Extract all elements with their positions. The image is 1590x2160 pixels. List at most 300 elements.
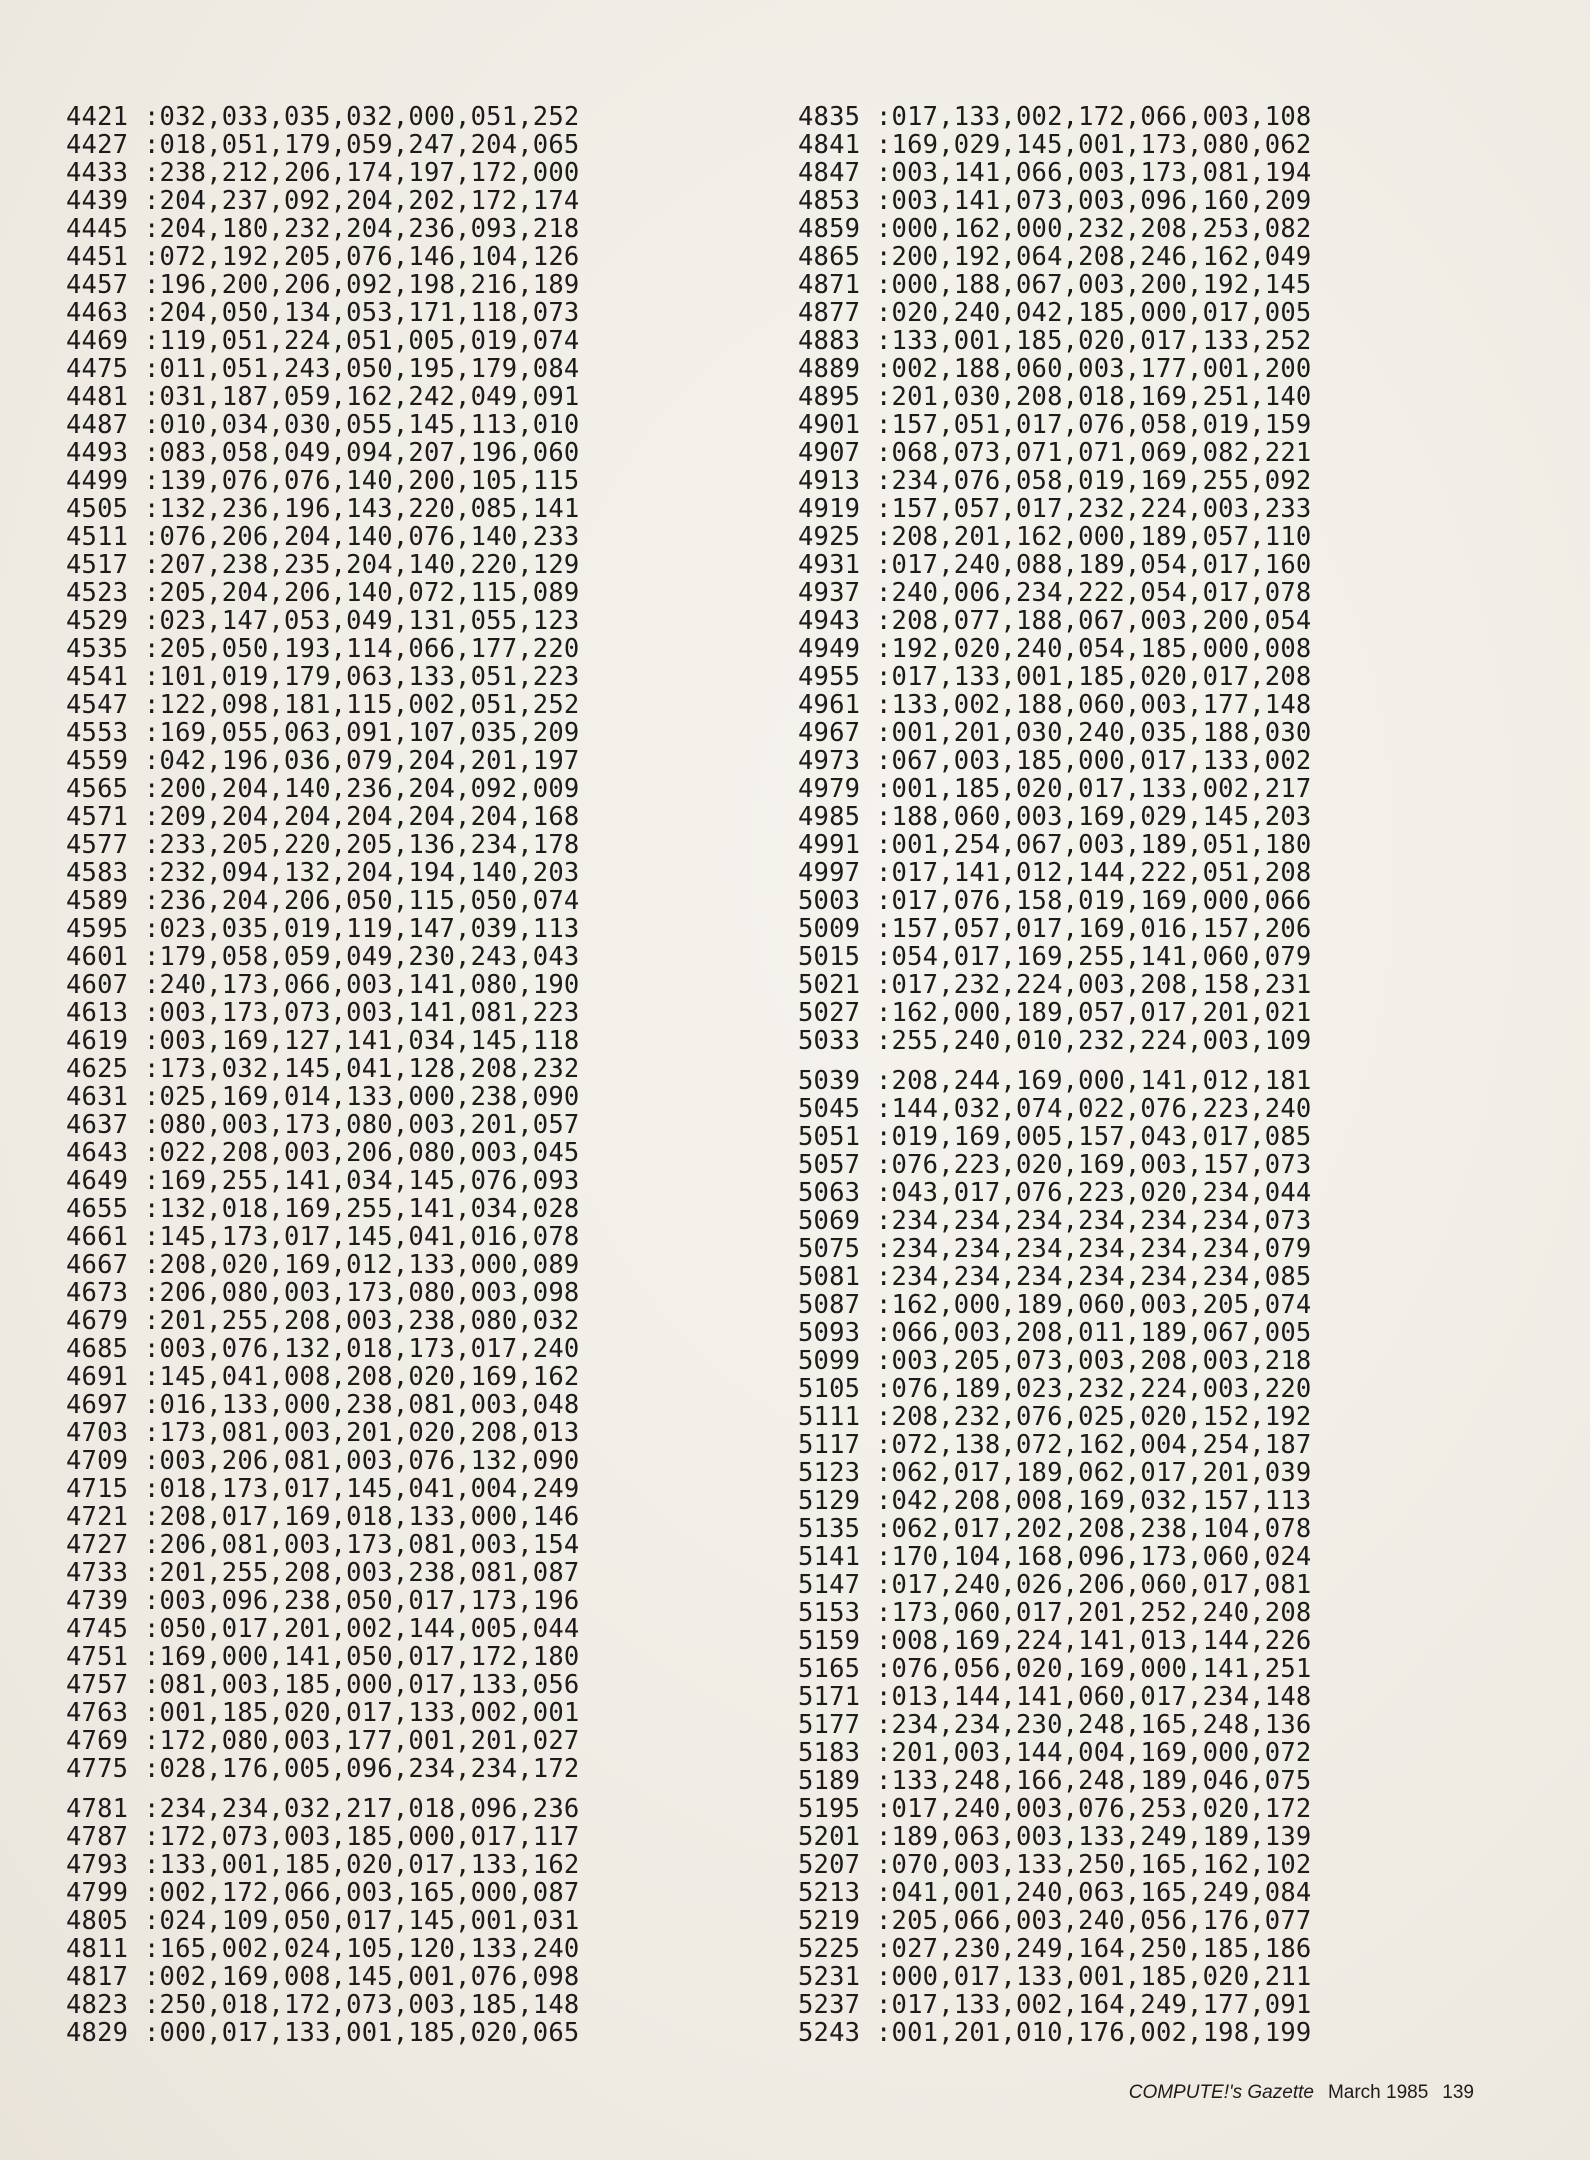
line-data: :196,200,206,092,198,216,189 bbox=[144, 270, 580, 300]
listing-line bbox=[798, 411, 1456, 439]
line-data: :206,080,003,173,080,003,098 bbox=[144, 1278, 580, 1308]
line-data: :205,050,193,114,066,177,220 bbox=[144, 634, 580, 664]
line-data: :043,017,076,223,020,234,044 bbox=[876, 1178, 1312, 1208]
line-number: 4595 bbox=[66, 914, 129, 944]
listing-line bbox=[66, 1251, 724, 1279]
listing-line bbox=[798, 131, 1456, 159]
line-data: :042,196,036,079,204,201,197 bbox=[144, 746, 580, 776]
line-number: 5219 bbox=[798, 1906, 861, 1936]
listing-line bbox=[66, 859, 724, 887]
listing-line bbox=[798, 971, 1456, 999]
line-number: 4781 bbox=[66, 1794, 129, 1824]
line-data: :041,001,240,063,165,249,084 bbox=[876, 1878, 1312, 1908]
listing-line bbox=[66, 1111, 724, 1139]
line-data: :017,232,224,003,208,158,231 bbox=[876, 970, 1312, 1000]
line-number: 4859 bbox=[798, 214, 861, 244]
line-data: :003,169,127,141,034,145,118 bbox=[144, 1026, 580, 1056]
line-data: :017,076,158,019,169,000,066 bbox=[876, 886, 1312, 916]
listing-line bbox=[798, 1711, 1456, 1739]
line-data: :234,234,032,217,018,096,236 bbox=[144, 1794, 580, 1824]
line-data: :204,050,134,053,171,118,073 bbox=[144, 298, 580, 328]
line-number: 4727 bbox=[66, 1530, 129, 1560]
listing-line bbox=[798, 1739, 1456, 1767]
line-number: 4601 bbox=[66, 942, 129, 972]
line-number: 4565 bbox=[66, 774, 129, 804]
listing-line bbox=[798, 271, 1456, 299]
line-data: :076,206,204,140,076,140,233 bbox=[144, 522, 580, 552]
listing-line bbox=[66, 1195, 724, 1223]
listing-line bbox=[66, 1223, 724, 1251]
line-data: :169,255,141,034,145,076,093 bbox=[144, 1166, 580, 1196]
line-number: 5201 bbox=[798, 1822, 861, 1852]
listing-line bbox=[798, 1207, 1456, 1235]
line-number: 5153 bbox=[798, 1598, 861, 1628]
listing-line bbox=[66, 355, 724, 383]
line-number: 5195 bbox=[798, 1794, 861, 1824]
line-number: 4529 bbox=[66, 606, 129, 636]
listing-line bbox=[66, 1307, 724, 1335]
line-data: :250,018,172,073,003,185,148 bbox=[144, 1990, 580, 2020]
line-number: 4907 bbox=[798, 438, 861, 468]
listing-line bbox=[798, 1095, 1456, 1123]
line-number: 4667 bbox=[66, 1250, 129, 1280]
listing-line bbox=[798, 1683, 1456, 1711]
line-data: :208,077,188,067,003,200,054 bbox=[876, 606, 1312, 636]
line-number: 4877 bbox=[798, 298, 861, 328]
line-number: 4967 bbox=[798, 718, 861, 748]
line-data: :208,017,169,018,133,000,146 bbox=[144, 1502, 580, 1532]
listing-line bbox=[798, 1599, 1456, 1627]
listing-line bbox=[66, 243, 724, 271]
line-data: :031,187,059,162,242,049,091 bbox=[144, 382, 580, 412]
listing-line bbox=[66, 1391, 724, 1419]
listing-line bbox=[66, 383, 724, 411]
line-data: :000,188,067,003,200,192,145 bbox=[876, 270, 1312, 300]
line-number: 4709 bbox=[66, 1446, 129, 1476]
line-data: :013,144,141,060,017,234,148 bbox=[876, 1682, 1312, 1712]
line-number: 4817 bbox=[66, 1962, 129, 1992]
listing-line bbox=[66, 635, 724, 663]
line-number: 4643 bbox=[66, 1138, 129, 1168]
line-data: :003,206,081,003,076,132,090 bbox=[144, 1446, 580, 1476]
line-data: :188,060,003,169,029,145,203 bbox=[876, 802, 1312, 832]
listing-line bbox=[66, 439, 724, 467]
line-data: :165,002,024,105,120,133,240 bbox=[144, 1934, 580, 1964]
line-number: 4973 bbox=[798, 746, 861, 776]
listing-line bbox=[798, 915, 1456, 943]
line-data: :002,188,060,003,177,001,200 bbox=[876, 354, 1312, 384]
line-number: 5177 bbox=[798, 1710, 861, 1740]
line-data: :209,204,204,204,204,204,168 bbox=[144, 802, 580, 832]
listing-line bbox=[798, 1403, 1456, 1431]
listing-line bbox=[798, 1151, 1456, 1179]
line-data: :076,189,023,232,224,003,220 bbox=[876, 1374, 1312, 1404]
listing-line bbox=[798, 551, 1456, 579]
line-number: 4445 bbox=[66, 214, 129, 244]
line-data: :255,240,010,232,224,003,109 bbox=[876, 1026, 1312, 1056]
line-data: :008,169,224,141,013,144,226 bbox=[876, 1626, 1312, 1656]
line-number: 5051 bbox=[798, 1122, 861, 1152]
line-number: 4571 bbox=[66, 802, 129, 832]
line-number: 4733 bbox=[66, 1558, 129, 1588]
line-data: :169,055,063,091,107,035,209 bbox=[144, 718, 580, 748]
listing-line bbox=[66, 1139, 724, 1167]
line-data: :016,133,000,238,081,003,048 bbox=[144, 1390, 580, 1420]
line-data: :003,141,073,003,096,160,209 bbox=[876, 186, 1312, 216]
line-number: 4655 bbox=[66, 1194, 129, 1224]
line-number: 4463 bbox=[66, 298, 129, 328]
page-footer bbox=[1129, 2082, 1474, 2104]
line-number: 5015 bbox=[798, 942, 861, 972]
listing-line bbox=[798, 103, 1456, 131]
line-number: 5147 bbox=[798, 1570, 861, 1600]
line-data: :001,185,020,017,133,002,001 bbox=[144, 1698, 580, 1728]
line-number: 4625 bbox=[66, 1054, 129, 1084]
line-data: :234,234,234,234,234,234,079 bbox=[876, 1234, 1312, 1264]
listing-line bbox=[66, 215, 724, 243]
line-data: :238,212,206,174,197,172,000 bbox=[144, 158, 580, 188]
line-data: :076,223,020,169,003,157,073 bbox=[876, 1150, 1312, 1180]
line-number: 4589 bbox=[66, 886, 129, 916]
line-data: :162,000,189,057,017,201,021 bbox=[876, 998, 1312, 1028]
listing-line bbox=[66, 943, 724, 971]
listing-line bbox=[798, 1487, 1456, 1515]
listing-line bbox=[798, 327, 1456, 355]
line-number: 4865 bbox=[798, 242, 861, 272]
line-number: 4931 bbox=[798, 550, 861, 580]
line-data: :144,032,074,022,076,223,240 bbox=[876, 1094, 1312, 1124]
listing-line bbox=[798, 2019, 1456, 2047]
line-data: :172,073,003,185,000,017,117 bbox=[144, 1822, 580, 1852]
listing-line bbox=[798, 719, 1456, 747]
listing-line bbox=[66, 915, 724, 943]
line-data: :017,133,002,172,066,003,108 bbox=[876, 102, 1312, 132]
line-number: 4691 bbox=[66, 1362, 129, 1392]
listing-line bbox=[66, 1279, 724, 1307]
line-number: 4799 bbox=[66, 1878, 129, 1908]
line-number: 4823 bbox=[66, 1990, 129, 2020]
listing-line bbox=[798, 1515, 1456, 1543]
listing-block bbox=[66, 1795, 724, 2047]
line-data: :000,017,133,001,185,020,211 bbox=[876, 1962, 1312, 1992]
line-number: 5069 bbox=[798, 1206, 861, 1236]
listing-line bbox=[66, 1907, 724, 1935]
line-data: :234,234,230,248,165,248,136 bbox=[876, 1710, 1312, 1740]
line-data: :101,019,179,063,133,051,223 bbox=[144, 662, 580, 692]
listing-line bbox=[798, 1027, 1456, 1055]
line-data: :066,003,208,011,189,067,005 bbox=[876, 1318, 1312, 1348]
line-data: :072,192,205,076,146,104,126 bbox=[144, 242, 580, 272]
line-data: :001,201,010,176,002,198,199 bbox=[876, 2018, 1312, 2048]
line-number: 4991 bbox=[798, 830, 861, 860]
line-number: 4631 bbox=[66, 1082, 129, 1112]
listing-line bbox=[66, 1363, 724, 1391]
listing-line bbox=[66, 495, 724, 523]
line-number: 5063 bbox=[798, 1178, 861, 1208]
listing-line bbox=[798, 1543, 1456, 1571]
listing-line bbox=[798, 747, 1456, 775]
line-data: :001,254,067,003,189,051,180 bbox=[876, 830, 1312, 860]
listing-line bbox=[798, 887, 1456, 915]
line-number: 4979 bbox=[798, 774, 861, 804]
listing-line bbox=[66, 1963, 724, 1991]
listing-line bbox=[66, 1587, 724, 1615]
listing-line bbox=[66, 131, 724, 159]
line-number: 5021 bbox=[798, 970, 861, 1000]
line-number: 5099 bbox=[798, 1346, 861, 1376]
line-number: 4751 bbox=[66, 1642, 129, 1672]
line-data: :139,076,076,140,200,105,115 bbox=[144, 466, 580, 496]
line-number: 4499 bbox=[66, 466, 129, 496]
line-data: :206,081,003,173,081,003,154 bbox=[144, 1530, 580, 1560]
line-data: :076,056,020,169,000,141,251 bbox=[876, 1654, 1312, 1684]
line-data: :011,051,243,050,195,179,084 bbox=[144, 354, 580, 384]
listing-line bbox=[66, 467, 724, 495]
line-number: 5123 bbox=[798, 1458, 861, 1488]
listing-line bbox=[66, 1167, 724, 1195]
line-number: 4517 bbox=[66, 550, 129, 580]
listing-line bbox=[798, 523, 1456, 551]
listing-line bbox=[798, 467, 1456, 495]
line-number: 4547 bbox=[66, 690, 129, 720]
listing-line bbox=[66, 1699, 724, 1727]
listing-line bbox=[798, 635, 1456, 663]
listing-line bbox=[798, 663, 1456, 691]
line-data: :019,169,005,157,043,017,085 bbox=[876, 1122, 1312, 1152]
line-data: :122,098,181,115,002,051,252 bbox=[144, 690, 580, 720]
line-data: :169,000,141,050,017,172,180 bbox=[144, 1642, 580, 1672]
line-data: :001,185,020,017,133,002,217 bbox=[876, 774, 1312, 804]
listing-line bbox=[798, 1655, 1456, 1683]
listing-line bbox=[66, 271, 724, 299]
line-data: :200,204,140,236,204,092,009 bbox=[144, 774, 580, 804]
line-data: :205,066,003,240,056,176,077 bbox=[876, 1906, 1312, 1936]
line-data: :025,169,014,133,000,238,090 bbox=[144, 1082, 580, 1112]
line-number: 4685 bbox=[66, 1334, 129, 1364]
listing-line bbox=[798, 1263, 1456, 1291]
listing-line bbox=[798, 803, 1456, 831]
line-number: 5117 bbox=[798, 1430, 861, 1460]
line-data: :032,033,035,032,000,051,252 bbox=[144, 102, 580, 132]
line-data: :234,234,234,234,234,234,073 bbox=[876, 1206, 1312, 1236]
line-data: :002,169,008,145,001,076,098 bbox=[144, 1962, 580, 1992]
listing-line bbox=[798, 1879, 1456, 1907]
listing-line bbox=[66, 1559, 724, 1587]
line-number: 5171 bbox=[798, 1682, 861, 1712]
line-data: :003,173,073,003,141,081,223 bbox=[144, 998, 580, 1028]
line-number: 4493 bbox=[66, 438, 129, 468]
line-number: 4583 bbox=[66, 858, 129, 888]
line-number: 4523 bbox=[66, 578, 129, 608]
line-number: 4553 bbox=[66, 718, 129, 748]
listing-line bbox=[798, 999, 1456, 1027]
line-data: :133,002,188,060,003,177,148 bbox=[876, 690, 1312, 720]
line-data: :179,058,059,049,230,243,043 bbox=[144, 942, 580, 972]
line-data: :062,017,189,062,017,201,039 bbox=[876, 1458, 1312, 1488]
listing-line bbox=[66, 1795, 724, 1823]
line-data: :083,058,049,094,207,196,060 bbox=[144, 438, 580, 468]
listing-block bbox=[66, 103, 724, 1783]
line-data: :119,051,224,051,005,019,074 bbox=[144, 326, 580, 356]
line-data: :017,240,026,206,060,017,081 bbox=[876, 1570, 1312, 1600]
line-data: :072,138,072,162,004,254,187 bbox=[876, 1430, 1312, 1460]
line-data: :068,073,071,071,069,082,221 bbox=[876, 438, 1312, 468]
line-data: :003,141,066,003,173,081,194 bbox=[876, 158, 1312, 188]
line-data: :208,201,162,000,189,057,110 bbox=[876, 522, 1312, 552]
line-number: 4769 bbox=[66, 1726, 129, 1756]
line-number: 4901 bbox=[798, 410, 861, 440]
listing-line bbox=[66, 103, 724, 131]
listing-line bbox=[798, 1935, 1456, 1963]
line-data: :020,240,042,185,000,017,005 bbox=[876, 298, 1312, 328]
listing-line bbox=[798, 159, 1456, 187]
line-number: 4679 bbox=[66, 1306, 129, 1336]
line-data: :003,076,132,018,173,017,240 bbox=[144, 1334, 580, 1364]
listing-line bbox=[798, 691, 1456, 719]
line-number: 5165 bbox=[798, 1654, 861, 1684]
line-number: 4985 bbox=[798, 802, 861, 832]
line-number: 5231 bbox=[798, 1962, 861, 1992]
listing-line bbox=[66, 887, 724, 915]
line-number: 5159 bbox=[798, 1626, 861, 1656]
line-data: :000,162,000,232,208,253,082 bbox=[876, 214, 1312, 244]
listing-line bbox=[798, 1795, 1456, 1823]
line-number: 5225 bbox=[798, 1934, 861, 1964]
line-number: 4433 bbox=[66, 158, 129, 188]
listing-line bbox=[798, 383, 1456, 411]
listing-line bbox=[66, 663, 724, 691]
line-data: :201,030,208,018,169,251,140 bbox=[876, 382, 1312, 412]
line-number: 4607 bbox=[66, 970, 129, 1000]
listing-line bbox=[798, 215, 1456, 243]
listing-line bbox=[798, 299, 1456, 327]
line-number: 5237 bbox=[798, 1990, 861, 2020]
line-data: :201,255,208,003,238,080,032 bbox=[144, 1306, 580, 1336]
line-number: 5207 bbox=[798, 1850, 861, 1880]
listing-line bbox=[66, 1531, 724, 1559]
line-data: :200,192,064,208,246,162,049 bbox=[876, 242, 1312, 272]
listing-line bbox=[798, 243, 1456, 271]
line-number: 5111 bbox=[798, 1402, 861, 1432]
line-number: 4955 bbox=[798, 662, 861, 692]
line-number: 4919 bbox=[798, 494, 861, 524]
line-data: :173,032,145,041,128,208,232 bbox=[144, 1054, 580, 1084]
listing-line bbox=[798, 775, 1456, 803]
line-data: :157,057,017,232,224,003,233 bbox=[876, 494, 1312, 524]
listing-line bbox=[66, 1055, 724, 1083]
line-data: :054,017,169,255,141,060,079 bbox=[876, 942, 1312, 972]
line-number: 4853 bbox=[798, 186, 861, 216]
line-data: :002,172,066,003,165,000,087 bbox=[144, 1878, 580, 1908]
listing-line bbox=[798, 1851, 1456, 1879]
line-number: 4619 bbox=[66, 1026, 129, 1056]
line-data: :162,000,189,060,003,205,074 bbox=[876, 1290, 1312, 1320]
line-number: 5129 bbox=[798, 1486, 861, 1516]
listing-line bbox=[66, 775, 724, 803]
listing-line bbox=[798, 943, 1456, 971]
line-number: 4889 bbox=[798, 354, 861, 384]
line-number: 4535 bbox=[66, 634, 129, 664]
line-data: :081,003,185,000,017,133,056 bbox=[144, 1670, 580, 1700]
listing-line bbox=[798, 439, 1456, 467]
listing-line bbox=[66, 1991, 724, 2019]
line-number: 4703 bbox=[66, 1418, 129, 1448]
listing-line bbox=[66, 299, 724, 327]
line-number: 5027 bbox=[798, 998, 861, 1028]
line-data: :028,176,005,096,234,234,172 bbox=[144, 1754, 580, 1784]
line-data: :133,001,185,020,017,133,252 bbox=[876, 326, 1312, 356]
listing-line bbox=[798, 1571, 1456, 1599]
listing-line bbox=[66, 327, 724, 355]
page-number: 139 bbox=[1442, 2082, 1474, 2103]
line-data: :017,141,012,144,222,051,208 bbox=[876, 858, 1312, 888]
line-number: 4511 bbox=[66, 522, 129, 552]
line-number: 4883 bbox=[798, 326, 861, 356]
listing-line bbox=[798, 1459, 1456, 1487]
line-data: :027,230,249,164,250,185,186 bbox=[876, 1934, 1312, 1964]
line-data: :232,094,132,204,194,140,203 bbox=[144, 858, 580, 888]
line-number: 4457 bbox=[66, 270, 129, 300]
listing-block bbox=[798, 103, 1456, 1055]
listing-line bbox=[798, 1347, 1456, 1375]
listing-line bbox=[66, 411, 724, 439]
listing-line bbox=[66, 2019, 724, 2047]
listing-line bbox=[66, 719, 724, 747]
line-number: 5189 bbox=[798, 1766, 861, 1796]
line-data: :172,080,003,177,001,201,027 bbox=[144, 1726, 580, 1756]
listing-line bbox=[66, 551, 724, 579]
line-data: :050,017,201,002,144,005,044 bbox=[144, 1614, 580, 1644]
line-data: :201,003,144,004,169,000,072 bbox=[876, 1738, 1312, 1768]
line-number: 4661 bbox=[66, 1222, 129, 1252]
line-data: :062,017,202,208,238,104,078 bbox=[876, 1514, 1312, 1544]
listing-line bbox=[798, 1991, 1456, 2019]
issue-date: March 1985 bbox=[1327, 2082, 1429, 2103]
listing-line bbox=[66, 1823, 724, 1851]
line-data: :208,020,169,012,133,000,089 bbox=[144, 1250, 580, 1280]
line-number: 5135 bbox=[798, 1514, 861, 1544]
line-number: 4613 bbox=[66, 998, 129, 1028]
line-number: 4871 bbox=[798, 270, 861, 300]
listing-line bbox=[66, 1503, 724, 1531]
line-number: 4841 bbox=[798, 130, 861, 160]
line-data: :132,018,169,255,141,034,028 bbox=[144, 1194, 580, 1224]
listing-line bbox=[66, 999, 724, 1027]
listing-line bbox=[798, 495, 1456, 523]
line-data: :010,034,030,055,145,113,010 bbox=[144, 410, 580, 440]
line-data: :189,063,003,133,249,189,139 bbox=[876, 1822, 1312, 1852]
line-number: 5213 bbox=[798, 1878, 861, 1908]
line-data: :080,003,173,080,003,201,057 bbox=[144, 1110, 580, 1140]
line-number: 4835 bbox=[798, 102, 861, 132]
listing-line bbox=[66, 747, 724, 775]
listing-line bbox=[66, 1083, 724, 1111]
line-number: 4739 bbox=[66, 1586, 129, 1616]
listing-line bbox=[798, 1767, 1456, 1795]
line-data: :205,204,206,140,072,115,089 bbox=[144, 578, 580, 608]
listing-line bbox=[66, 691, 724, 719]
line-data: :023,035,019,119,147,039,113 bbox=[144, 914, 580, 944]
line-number: 4925 bbox=[798, 522, 861, 552]
line-data: :145,173,017,145,041,016,078 bbox=[144, 1222, 580, 1252]
line-number: 4943 bbox=[798, 606, 861, 636]
line-data: :192,020,240,054,185,000,008 bbox=[876, 634, 1312, 664]
listing-line bbox=[798, 1431, 1456, 1459]
listing-column-left bbox=[66, 103, 724, 2047]
line-data: :173,081,003,201,020,208,013 bbox=[144, 1418, 580, 1448]
line-number: 4949 bbox=[798, 634, 861, 664]
listing-line bbox=[798, 1067, 1456, 1095]
